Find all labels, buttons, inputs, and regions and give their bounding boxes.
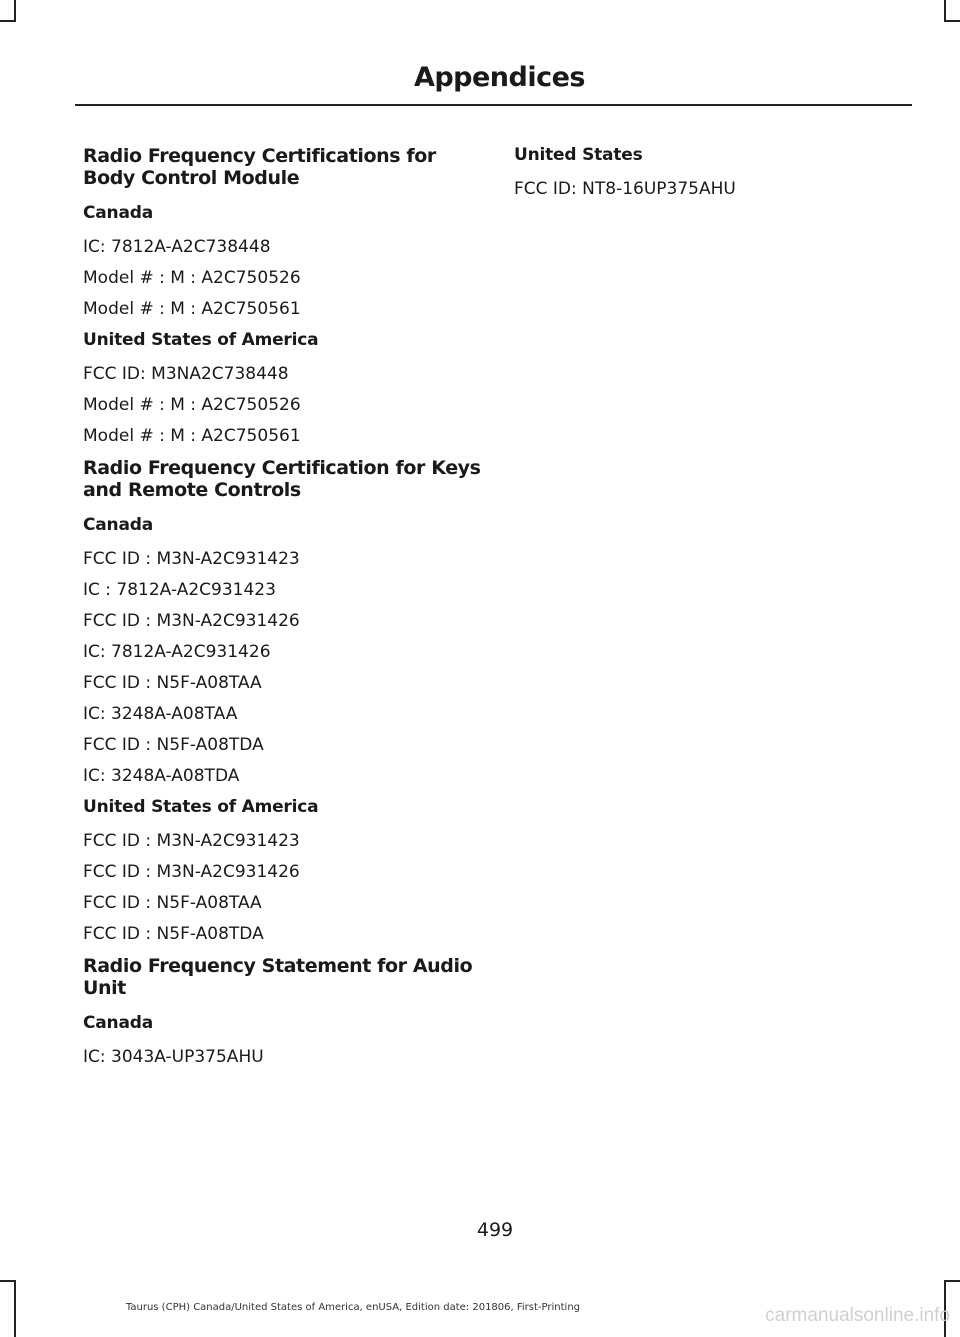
certification-line: Model # : M : A2C750526	[83, 268, 301, 288]
subsection-heading: Canada	[83, 203, 153, 223]
certification-line: Model # : M : A2C750561	[83, 299, 301, 319]
subsection-heading: United States	[514, 145, 643, 165]
section-heading: Radio Frequency Statement for Audio Unit	[83, 955, 473, 999]
subsection-heading: United States of America	[83, 797, 319, 817]
crop-mark	[0, 20, 16, 22]
certification-line: IC: 3248A-A08TDA	[83, 766, 240, 786]
subsection-heading: United States of America	[83, 330, 319, 350]
certification-line: FCC ID : M3N-A2C931426	[83, 611, 300, 631]
crop-mark	[944, 20, 960, 22]
crop-mark	[944, 0, 946, 20]
crop-mark	[0, 1280, 16, 1282]
certification-line: FCC ID : M3N-A2C931423	[83, 831, 300, 851]
certification-line: FCC ID : N5F-A08TAA	[83, 893, 262, 913]
right-column	[514, 145, 914, 210]
certification-line: IC: 7812A-A2C931426	[83, 642, 271, 662]
page-title: Appendices	[413, 62, 585, 93]
certification-line: Model # : M : A2C750526	[83, 395, 301, 415]
section-heading: Radio Frequency Certification for Keys and Remote Controls	[83, 457, 481, 501]
certification-line: IC : 7812A-A2C931423	[83, 580, 276, 600]
certification-line: FCC ID: M3NA2C738448	[83, 364, 289, 384]
certification-line: IC: 3248A-A08TAA	[83, 704, 238, 724]
certification-line: FCC ID : N5F-A08TAA	[83, 673, 262, 693]
page-number: 499	[476, 1219, 514, 1241]
certification-line: IC: 3043A-UP375AHU	[83, 1047, 264, 1067]
subsection-heading: Canada	[83, 515, 153, 535]
edition-info: Taurus (CPH) Canada/United States of America, enUSA, Edition date: 201806, First-Printing	[125, 1302, 580, 1313]
certification-line: Model # : M : A2C750561	[83, 426, 301, 446]
subsection-heading: Canada	[83, 1013, 153, 1033]
certification-line: FCC ID : M3N-A2C931426	[83, 862, 300, 882]
section-heading: Radio Frequency Certifications for Body Control Module	[83, 145, 436, 189]
certification-line: FCC ID: NT8-16UP375AHU	[514, 179, 736, 199]
certification-line: IC: 7812A-A2C738448	[83, 237, 271, 257]
certification-line: FCC ID : M3N-A2C931423	[83, 549, 300, 569]
watermark: carmanualsonline.info	[765, 1305, 950, 1326]
crop-mark	[944, 1280, 960, 1282]
certification-line: FCC ID : N5F-A08TDA	[83, 735, 264, 755]
crop-mark	[14, 0, 16, 20]
certification-line: FCC ID : N5F-A08TDA	[83, 924, 264, 944]
left-column	[83, 145, 493, 1078]
header-divider	[75, 104, 912, 106]
